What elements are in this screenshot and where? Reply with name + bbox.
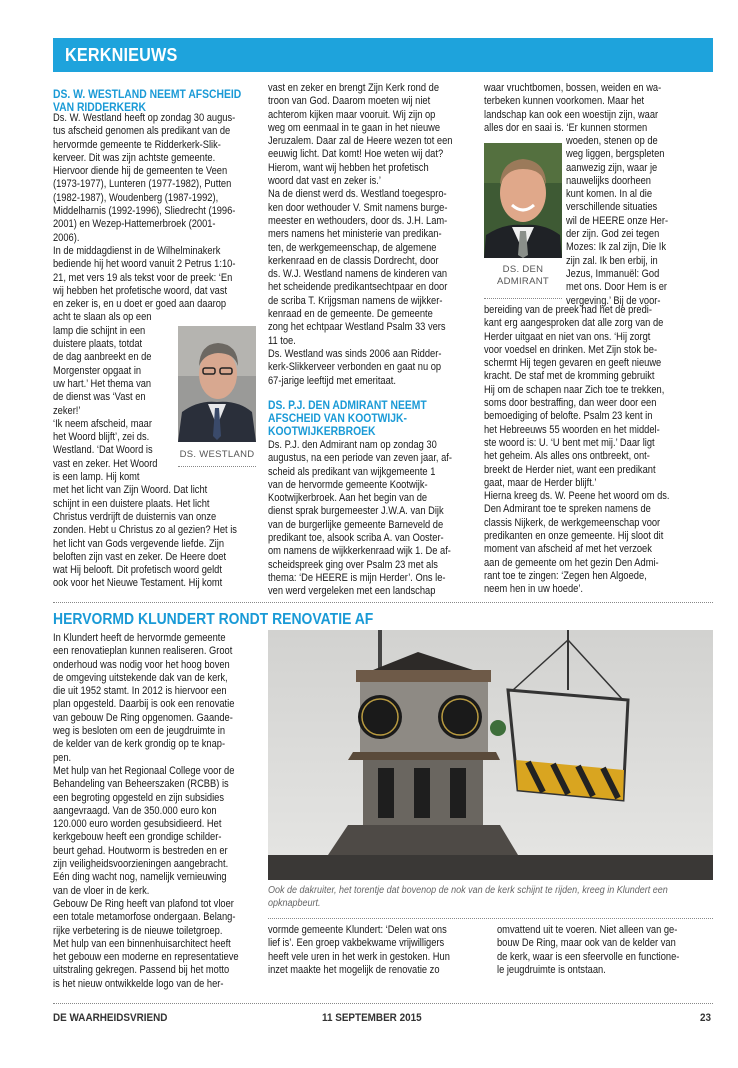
text-line: wil de HEERE onze Her- — [566, 214, 669, 227]
text-line: bereiding van de preek had het de predi- — [484, 304, 652, 316]
text-line: DS. W. WESTLAND NEEMT AFSCHEID — [53, 89, 242, 101]
text-line: kerveer. Dit was zijn achtste gemeente. — [53, 151, 216, 164]
article2-column3-bottom — [484, 304, 670, 597]
text-line: woord dat vast en zeker is.’ — [268, 175, 381, 188]
article2-column3-wrap — [566, 135, 668, 308]
text-line: Ds. W. Westland heeft op zondag 30 augus- — [53, 112, 236, 124]
text-line: Jeruzalem. Daar zal de Heere wezen tot een — [268, 135, 453, 148]
text-line: Kootwijkerbroek. Aan het begin van de — [268, 492, 428, 505]
text-line: bediende hij het woord vanuit 2 Petrus 1:10- — [53, 258, 236, 271]
article1-column2 — [268, 82, 452, 388]
caption-line: Ook de dakruiter, het torentje dat bovenop de nok van de kerk schijnt te rijden, kreeg in Klundert een — [268, 885, 668, 896]
text-line: waar vruchtbomen, bossen, weiden en wa- — [484, 82, 662, 94]
text-line: ook voor het Nieuwe Testament. Hij komt — [53, 577, 223, 590]
photo-caption-den-admirant — [484, 264, 562, 288]
text-line: kracht. De staf met de kromming gebruikt — [484, 370, 655, 383]
text-line: de kelder van de kerk grondig op te knap- — [53, 738, 226, 751]
text-line: Behandeling van Beheerszaken (RCBB) is — [53, 778, 229, 791]
text-line: vergeving.’ Bij de voor- — [566, 294, 661, 307]
text-line: het scheidende predikantsechtpaar en door — [268, 281, 448, 294]
text-line: heeft vele uren in het werk in gestoken. Hun — [268, 950, 450, 963]
text-line: augustus, na een periode van zeven jaar, af- — [268, 452, 452, 465]
text-line: pen. — [53, 751, 72, 764]
text-line: predikant toe, alsook scriba A. van Ooster- — [268, 532, 444, 545]
text-line: hervormde gemeente te Ridderkerk-Slik- — [53, 138, 221, 151]
text-line: de scriba T. Krijgsman namens de wijkker- — [268, 294, 443, 307]
text-line: die uit 1952 stamt. In 2012 is hiervoor een — [53, 685, 227, 698]
text-line: woeden, stenen op de — [566, 135, 658, 147]
text-line: AFSCHEID VAN KOOTWIJK- — [268, 413, 407, 425]
text-line: rijke verbetering is de nieuwe toiletgroep. — [53, 924, 223, 937]
text-line: gaat, maar de Herder blijft.’ — [484, 476, 597, 489]
text-line: vast en zeker. Het Woord — [53, 457, 158, 470]
text-line: ‘Ik neem afscheid, maar — [53, 417, 152, 430]
text-line: het Woord blijft’, zei ds. — [53, 431, 150, 444]
text-line: de dienst was ‘Vast en — [53, 391, 146, 404]
text-line: nauwelijks doorheen — [566, 174, 652, 187]
text-line: Na de dienst werd ds. Westland toegespro- — [268, 188, 447, 201]
text-line: Middelharnis (1992-1996), Sliedrecht (1996- — [53, 205, 236, 218]
text-line: een begroting opgesteld en zijn subsidies — [53, 791, 225, 804]
text-line: ten, de werkgemeenschap, de algemene — [268, 241, 437, 254]
text-line: 2001) en Wezep-Hattemerbroek (2001- — [53, 218, 216, 231]
text-line: vast en zeker en brengt Zijn Kerk rond de — [268, 82, 440, 94]
text-line: dienst sprak burgemeester J.W.A. van Dijk — [268, 505, 444, 518]
text-line: het gebouw een moderne en representatieve — [53, 951, 239, 964]
photo-ds-den-admirant — [484, 143, 562, 258]
text-line: 11 toe. — [268, 334, 296, 347]
text-line: Mozes: Ik zal zijn, Die Ik — [566, 241, 666, 254]
text-line: alles dor en saai is. ‘Er kunnen stormen — [484, 121, 648, 134]
text-line: soms door bestraffing, dan weer door een — [484, 397, 657, 410]
photo-ds-westland — [178, 326, 256, 442]
text-line: wat Hij belooft. Dit profetisch woord geldt — [53, 564, 222, 577]
text-line: (1973-1977), Lunteren (1977-1982), Putten — [53, 178, 232, 191]
text-line: 2006). — [53, 231, 80, 244]
text-line: mers namens het ministerie van predikan- — [268, 228, 442, 241]
text-line: is een lamp. Hij komt — [53, 471, 140, 484]
text-line: Gebouw De Ring heeft van plafond tot vloer — [53, 897, 234, 910]
text-line: acht te slaan als op een — [53, 311, 152, 324]
text-line: In Klundert heeft de hervormde gemeente — [53, 632, 226, 644]
text-line: Met hulp van het Regionaal College voor de — [53, 764, 235, 777]
article2-column2 — [268, 439, 452, 599]
text-line: Ds. P.J. den Admirant nam op zondag 30 — [268, 439, 437, 451]
text-line: le jeugdruimte is ontstaan. — [497, 963, 606, 976]
text-line: rant toe te zingen: ‘Zegen hen Algoede, — [484, 569, 647, 582]
text-line: vormde gemeente Klundert: ‘Delen wat ons — [268, 924, 447, 936]
text-line: met het licht van Zijn Woord. Dat licht — [53, 484, 208, 497]
text-line: DS. P.J. DEN ADMIRANT NEEMT — [268, 400, 427, 412]
article2-column3-top — [484, 82, 661, 135]
text-line: In de middagdienst in de Wilhelminakerk — [53, 244, 221, 257]
text-line: zonden. Hebt u Christus zo al gezien? Het is — [53, 524, 237, 537]
text-line: om namens de wijkkerkenraad wijk 1. De af- — [268, 545, 451, 558]
text-line: zong het echtpaar Westland Psalm 33 vers — [268, 321, 446, 334]
text-line: achterom kijken maar vooruit. Wij zijn op — [268, 108, 436, 121]
text-line: beloften zijn vast en zeker. De Heere doet — [53, 550, 227, 563]
caption-divider — [268, 918, 713, 919]
text-line: met ons. Door Hem is er — [566, 281, 668, 294]
text-line: bouw De Ring, maar ook van de kelder van — [497, 937, 676, 950]
text-line: VAN RIDDERKERK — [53, 102, 146, 114]
text-line: de kerk, waar is een sfeervolle en functione- — [497, 950, 680, 963]
text-line: weg om eenmaal in te gaan in het nieuwe — [268, 121, 441, 134]
caption-divider — [484, 298, 562, 299]
text-line: 67-jarige leeftijd met emeritaat. — [268, 374, 396, 387]
section-title: KERKNIEUWS — [65, 45, 178, 65]
text-line: van de burgerlijke gemeente Barneveld de — [268, 518, 444, 531]
text-line: verschillende situaties — [566, 201, 658, 214]
text-line: kerkenraad en de classis Dordrecht, door — [268, 254, 439, 267]
text-line: eeuwig licht. Dat komt! Hoe weten wij dat? — [268, 148, 444, 161]
photo-church-tower-renovation — [268, 630, 713, 880]
text-line: zeker!’ — [53, 404, 81, 417]
text-line: Hiervoor diende hij de gemeenten te Veen — [53, 165, 228, 178]
text-line: plan opgesteld. Daarbij is ook een renovatie — [53, 698, 235, 711]
text-line: Herder uitgaat en niet van ons. ‘Hij zorgt — [484, 330, 651, 343]
text-line: voor voedsel en drinken. Met Zijn stok be- — [484, 343, 658, 356]
text-line: schermt Hij tegen gevaren en geeft nieuwe — [484, 357, 662, 370]
text-line: is het nieuw ontwikkelde logo van de her- — [53, 977, 224, 990]
text-line: troon van God. Daarom moeten wij niet — [268, 95, 431, 108]
text-line: lamp die schijnt in een — [53, 324, 146, 337]
text-line: kunt komen. In al die — [566, 188, 653, 201]
text-line: aangevraagd. Van de 350.000 euro kon — [53, 804, 217, 817]
text-line: bemoediging of belofte. Psalm 23 kent in — [484, 410, 653, 423]
text-line: der zijn. God zei tegen — [566, 228, 660, 241]
text-line: classis Nijkerk, de werkgemeenschap voor — [484, 516, 661, 529]
caption-line: ADMIRANT — [496, 276, 549, 287]
article3-column1 — [53, 632, 239, 991]
text-line: duistere plaats, totdat — [53, 338, 143, 351]
text-line: inzet maakte het mogelijk de renovatie zo — [268, 963, 440, 976]
text-line: Den Admirant toe te spreken namens de — [484, 503, 651, 516]
section-divider — [53, 602, 713, 603]
text-line: onderhoud was nodig voor het hoog boven — [53, 658, 230, 671]
text-line: scheid als predikant van wijkgemeente 1 — [268, 465, 436, 478]
footer-date: 11 SEPTEMBER 2015 — [322, 1012, 422, 1024]
text-line: kenraad en de gemeente. De gemeente — [268, 308, 433, 321]
text-line: 120.000 euro worden gesubsidieerd. Het — [53, 818, 222, 831]
text-line: Hierom, want wij hebben het profetisch — [268, 161, 429, 174]
text-line: Hierna kreeg ds. W. Peene het woord om ds. — [484, 490, 670, 503]
photo-caption-westland: DS. WESTLAND — [179, 449, 255, 460]
text-line: de omgeving uitstekende dak van de kerk, — [53, 671, 228, 684]
text-line: Morgenster opgaat in — [53, 364, 142, 377]
article3-heading: HERVORMD KLUNDERT RONDT RENOVATIE AF — [53, 611, 374, 628]
text-line: kerkgebouw heeft een grondige schilder- — [53, 831, 222, 844]
text-line: zijn veiligheidsvoorzieningen aangebracht. — [53, 858, 229, 871]
text-line: landschap kan ook een woestijn zijn, waar — [484, 108, 659, 121]
text-line: van de hervormde gemeente Kootwijk- — [268, 478, 428, 491]
text-line: KOOTWIJKERBROEK — [268, 426, 376, 438]
article2-heading — [268, 400, 427, 439]
text-line: ken door wethouder V. Smit namens burge- — [268, 201, 448, 214]
text-line: neem hen in uw hoede’. — [484, 583, 583, 596]
text-line: van de vloer in de kerk. — [53, 884, 150, 897]
text-line: Christus verdrijft de duisternis van onze — [53, 510, 217, 523]
text-line: lief is’. Een groep vakbekwame vrijwilligers — [268, 937, 445, 950]
text-line: predikanten en onze gemeente. Hij sloot dit — [484, 530, 664, 543]
text-line: een totale metamorfose ondergaan. Belang- — [53, 911, 236, 924]
article3-column2 — [268, 924, 450, 977]
text-line: terbeken kunnen voorkomen. Maar het — [484, 95, 645, 108]
section-header-bar — [53, 38, 713, 72]
caption-line: DS. DEN — [502, 264, 544, 275]
text-line: van gebouw De Ring opgenomen. Gaande- — [53, 711, 233, 724]
text-line: scheidspreek ging over Psalm 23 met als — [268, 558, 438, 571]
text-line: uitstraling gekregen. Passend bij het motto — [53, 964, 230, 977]
text-line: ste woord is: U. ‘U bent met mij.’ Daar ligt — [484, 436, 655, 449]
text-line: ven werd vergeleken met een landschap — [268, 585, 436, 598]
text-line: uw hart.’ Het thema van — [53, 377, 152, 390]
text-line: (1982-1987), Woudenberg (1987-1992), — [53, 191, 219, 204]
text-line: een renovatieplan kunnen realiseren. Groot — [53, 645, 233, 658]
text-line: schijnt in een duistere plaats. Het licht — [53, 497, 210, 510]
text-line: omvattend uit te voeren. Niet alleen van ge- — [497, 924, 678, 936]
photo-caption-klundert — [268, 884, 668, 910]
text-line: Westland. ‘Dat Woord is — [53, 444, 153, 457]
caption-divider — [178, 466, 256, 467]
text-line: Hij om de schapen naar Zich toe te trekken, — [484, 383, 665, 396]
text-line: Ds. Westland was sinds 2006 aan Ridder- — [268, 347, 442, 360]
text-line: breekt de Herder niet, want een predikant — [484, 463, 656, 476]
footer-page-number: 23 — [700, 1012, 712, 1024]
text-line: aan de gemeente om het gezin Den Admi- — [484, 556, 659, 569]
text-line: kant erg aangesproken dat alle zorg van de — [484, 317, 664, 330]
text-line: tus afscheid genomen als predikant van de — [53, 125, 231, 138]
footer-divider — [53, 1003, 713, 1004]
text-line: het geheim. Als alles ons ontbreekt, ont- — [484, 450, 650, 463]
text-line: het Hebreeuws 55 woorden en het middel- — [484, 423, 660, 436]
text-line: 21, met vers 19 als tekst voor de preek: ‘En — [53, 271, 233, 284]
text-line: thema: ‘De HEERE is mijn Herder’. Ons le- — [268, 571, 446, 584]
caption-line: opknapbeurt. — [268, 898, 321, 909]
text-line: ds. W.J. Westland namens de kinderen van — [268, 268, 448, 281]
text-line: zijn zal. Ik ben erbij, in — [566, 254, 658, 267]
text-line: moment van afscheid af met het verzoek — [484, 543, 652, 556]
text-line: weg is besloten om een de jeugdruimte in — [53, 725, 226, 738]
article3-column3 — [497, 924, 679, 977]
text-line: Jezus, Immanuël: God — [566, 267, 660, 280]
footer-publication: DE WAARHEIDSVRIEND — [53, 1012, 168, 1024]
text-line: kerk-Slikkerveer verbonden en gaat nu op — [268, 361, 442, 374]
text-line: wij hebben het profetische woord, dat vast — [53, 284, 228, 297]
text-line: de dag aanbreekt en de — [53, 351, 152, 364]
text-line: Eén ding wacht nog, namelijk vernieuwing — [53, 871, 227, 884]
text-line: en zeker is, en u doet er goed aan daarop — [53, 298, 227, 311]
text-line: Met hulp van een binnenhuisarchitect heeft — [53, 937, 231, 950]
text-line: aanwezig zijn, waar je — [566, 161, 658, 174]
text-line: het licht van Gods vergevende liefde. Zijn — [53, 537, 225, 550]
text-line: meester en wethouders, door ds. J.H. Lam- — [268, 214, 448, 227]
text-line: beurt gehad. Houtworm is bestreden en er — [53, 844, 228, 857]
text-line: weg liggen, bergspleten — [566, 148, 665, 161]
